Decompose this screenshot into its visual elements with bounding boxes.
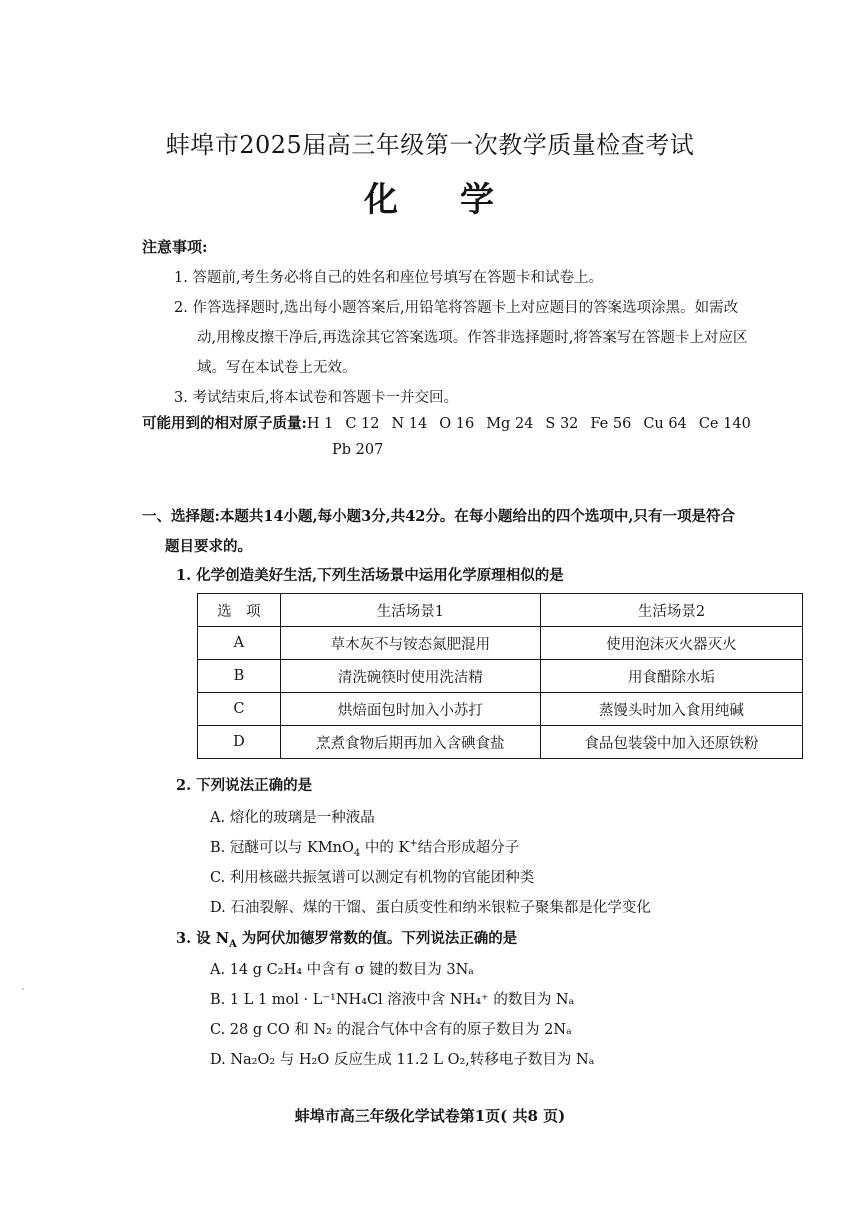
table-header-row xyxy=(198,594,803,627)
table-cell: B xyxy=(198,660,281,693)
note-item-3 xyxy=(174,386,458,407)
table-cell: 使用泡沫灭火器灭火 xyxy=(540,627,802,660)
q2-option-a: A. 熔化的玻璃是一种液晶 xyxy=(210,810,375,826)
atomic-masses-label: 可能用到的相对原子质量: xyxy=(142,415,307,432)
table-cell: 烘焙面包时加入小苏打 xyxy=(280,693,540,726)
element-mass: Mg 24 xyxy=(486,416,534,432)
q3-option-d: D. Na₂O₂ 与 H₂O 反应生成 11.2 L O₂,转移电子数目为 Nₐ xyxy=(210,1052,595,1068)
question-1-stem: 1. 化学创造美好生活,下列生活场景中运用化学原理相似的是 xyxy=(176,567,564,584)
section-heading: 一、选择题:本题共14小题,每小题3分,共42分。在每小题给出的四个选项中,只有一项是符合 xyxy=(142,508,735,525)
page-footer: 蚌埠市高三年级化学试卷第1页( 共8 页) xyxy=(294,1107,566,1125)
section-heading-cont: 题目要求的。 xyxy=(165,538,252,555)
subject-title xyxy=(0,172,860,221)
table-row xyxy=(198,693,803,726)
q3-option-b: B. 1 L 1 mol · L⁻¹NH₄Cl 溶液中含 NH₄⁺ 的数目为 Nₐ xyxy=(210,992,575,1008)
note-item-1 xyxy=(174,266,603,287)
element-mass: O 16 xyxy=(439,416,475,432)
note-item-2-line-2: 动,用橡皮擦干净后,再选涂其它答案选项。作答非选择题时,将答案写在答题卡上对应区 xyxy=(197,330,748,346)
atomic-masses xyxy=(142,412,763,433)
note-text: 作答选择题时,选出每小题答案后,用铅笔将答题卡上对应题目的答案选项涂黑。如需改 xyxy=(192,300,739,316)
table-cell: C xyxy=(198,693,281,726)
note-text: 答题前,考生务必将自己的姓名和座位号填写在答题卡和试卷上。 xyxy=(192,270,604,286)
table-cell: A xyxy=(198,627,281,660)
table-header: 选 项 xyxy=(198,594,281,627)
q2-option-b: B. 冠醚可以与 KMnO$_4$ 中的 K+结合形成超分子 xyxy=(210,838,520,859)
element-mass-extra: Pb 207 xyxy=(332,442,384,458)
q3-option-a: A. 14 g C₂H₄ 中含有 σ 键的数目为 3Nₐ xyxy=(210,962,474,978)
exam-title: 蚌埠市2025届高三年级第一次教学质量检查考试 xyxy=(165,131,695,159)
q2-option-d: D. 石油裂解、煤的干馏、蛋白质变性和纳米银粒子聚集都是化学变化 xyxy=(210,900,651,916)
note-item-2-line-3: 域。写在本试卷上无效。 xyxy=(197,360,357,376)
element-mass: H 1 xyxy=(306,416,334,432)
table-cell: 清洗碗筷时使用洗洁精 xyxy=(280,660,540,693)
element-mass: Ce 140 xyxy=(698,416,751,432)
element-mass: C 12 xyxy=(345,416,380,432)
table-cell: 蒸馒头时加入食用纯碱 xyxy=(540,693,802,726)
table-row xyxy=(198,660,803,693)
scan-speck xyxy=(22,988,24,990)
subject-char-1: 化 xyxy=(364,180,400,220)
table-header: 生活场景2 xyxy=(540,594,802,627)
table-cell: 草木灰不与铵态氮肥混用 xyxy=(280,627,540,660)
q1-table xyxy=(197,593,803,759)
note-num: 1. xyxy=(174,270,188,286)
subject-char-2: 学 xyxy=(460,180,496,220)
note-text: 考试结束后,将本试卷和答题卡一并交回。 xyxy=(192,390,459,406)
table-cell: 用食醋除水垢 xyxy=(540,660,802,693)
table-header: 生活场景1 xyxy=(280,594,540,627)
q3-option-c: C. 28 g CO 和 N₂ 的混合气体中含有的原子数目为 2Nₐ xyxy=(210,1022,572,1038)
question-3-stem: 3. 设 $N_A$ 为阿伏加德罗常数的值。下列说法正确的是 xyxy=(176,930,518,950)
note-item-2 xyxy=(174,296,738,317)
element-mass: N 14 xyxy=(391,416,428,432)
element-mass: S 32 xyxy=(545,416,579,432)
notes-heading: 注意事项: xyxy=(142,238,208,256)
table-cell: 烹煮食物后期再加入含碘食盐 xyxy=(280,726,540,759)
table-cell: 食品包装袋中加入还原铁粉 xyxy=(540,726,802,759)
table-row xyxy=(198,627,803,660)
q2-option-c: C. 利用核磁共振氢谱可以测定有机物的官能团种类 xyxy=(210,870,535,886)
note-num: 2. xyxy=(174,300,188,316)
note-num: 3. xyxy=(174,390,188,406)
table-row xyxy=(198,726,803,759)
table-cell: D xyxy=(198,726,281,759)
question-2-stem: 2. 下列说法正确的是 xyxy=(176,777,313,794)
element-mass: Cu 64 xyxy=(643,416,687,432)
element-mass: Fe 56 xyxy=(590,416,632,432)
